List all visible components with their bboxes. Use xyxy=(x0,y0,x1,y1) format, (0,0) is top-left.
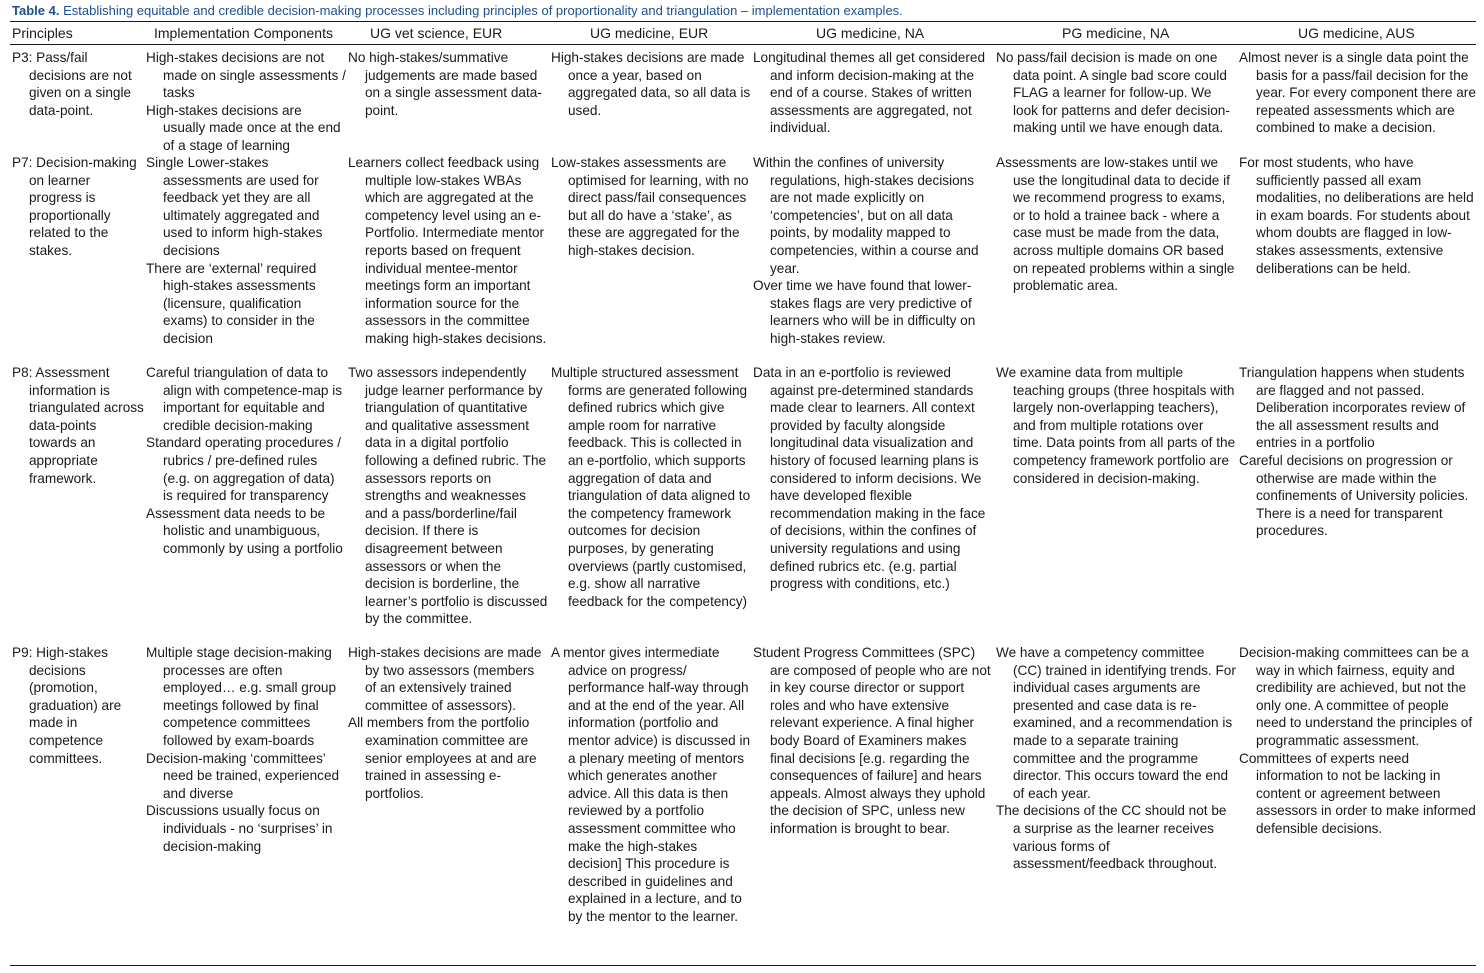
cell-paragraph: For most students, who have sufficiently passed all exam modalities, no deliberations are held in exam boards. For students about whom doubts are flagged in low-stakes assessments, extensive deliberations can be held. xyxy=(1239,155,1474,276)
cell-p9-ug-med-aus xyxy=(1239,644,1477,838)
cell-p3-ug-med-eur xyxy=(551,49,751,119)
cell-p8-implementation xyxy=(146,364,346,558)
cell-p8-ug-vet-eur xyxy=(348,364,548,628)
cell-paragraph: Assessments are low-stakes until we use the longitudinal data to decide if we recommend progress to exams, or to hold a trainee back - where a case must be made from the data, across multiple domains OR based on repeated problems within a single problematic area. xyxy=(996,155,1235,294)
header-rule xyxy=(10,44,1476,45)
cell-paragraph: Decision-making ‘committees’ need be trained, experienced and diverse xyxy=(146,750,340,801)
header-implementation: Implementation Components xyxy=(154,25,333,41)
cell-paragraph: Over time we have found that lower-stakes flags are very predictive of learners who will be in difficulty on high-stakes review. xyxy=(753,278,976,346)
cell-paragraph: Committees of experts need information to not be lacking in content or agreement between assessors in order to make informed defensible decisions. xyxy=(1239,750,1476,836)
cell-paragraph: No pass/fail decision is made on one data point. A single bad score could FLAG a learner for follow-up. We look for patterns and defer decision-making until we have enough data. xyxy=(996,50,1230,136)
table-caption-label: Table 4. xyxy=(12,3,60,18)
cell-p7-ug-med-aus xyxy=(1239,154,1477,277)
cell-paragraph: Within the confines of university regulations, high-stakes decisions are not made explicitly on ‘competencies’, but on all data points, by modality mapped to competencies, within a course and year. xyxy=(753,155,979,276)
cell-p7-principle xyxy=(12,154,144,260)
cell-p3-principle xyxy=(12,49,144,119)
cell-p7-ug-med-na xyxy=(753,154,993,348)
cell-paragraph: Triangulation happens when students are flagged and not passed. Deliberation incorporates review of the all assessment results and entries in a portfolio xyxy=(1239,365,1466,451)
cell-p3-ug-med-na xyxy=(753,49,993,137)
table-bottom-rule xyxy=(10,965,1476,966)
cell-paragraph: No high-stakes/summative judgements are made based on a single assessment data-point. xyxy=(348,50,542,118)
table-top-rule xyxy=(10,21,1476,22)
header-ug-med-aus: UG medicine, AUS xyxy=(1298,25,1415,41)
cell-p3-ug-vet-eur xyxy=(348,49,548,119)
header-pg-med-na: PG medicine, NA xyxy=(1062,25,1170,41)
table-caption xyxy=(12,2,1472,19)
table-caption-text: Establishing equitable and credible decision-making processes including principles of proportionality and triangulation – implementation examples. xyxy=(63,3,903,18)
cell-paragraph: All members from the portfolio examination committee are senior employees at and are trained in assessing e-portfolios. xyxy=(348,715,537,801)
cell-p9-pg-med-na xyxy=(996,644,1236,873)
cell-paragraph: Multiple stage decision-making processes are often employed… e.g. small group meetings followed by final competence committees followed by exam-boards xyxy=(146,645,337,748)
cell-p8-ug-med-aus xyxy=(1239,364,1477,540)
cell-paragraph: P9: High-stakes decisions (promotion, graduation) are made in competence committees. xyxy=(12,645,122,766)
cell-paragraph: We have a competency committee (CC) trained in identifying trends. For individual cases arguments are presented and case data is re-examined, and a recommendation is made to a separate training committee and the programme director. This occurs toward the end of each year. xyxy=(996,645,1236,801)
cell-paragraph: Data in an e-portfolio is reviewed against pre-determined standards made clear to learners. All context provided by faculty alongside longitudinal data visualization and history of focused learning plans is considered to inform decisions. We have developed flexible recommendation making in the face of decisions, within the confines of university regulations and using defined rubrics etc. (e.g. partial progress with conditions, etc.) xyxy=(753,365,986,592)
cell-paragraph: High-stakes decisions are not made on single assessments / tasks xyxy=(146,50,346,101)
cell-p3-ug-med-aus xyxy=(1239,49,1477,137)
header-principles: Principles xyxy=(12,25,73,41)
cell-paragraph: Decision-making committees can be a way in which fairness, equity and credibility are achieved, but not the only one. A committee of people need to understand the principles of programmatic assessment. xyxy=(1239,645,1473,748)
cell-paragraph: Almost never is a single data point the basis for a pass/fail decision for the year. For every component there are repeated assessments which are combined to make a decision. xyxy=(1239,50,1476,136)
cell-paragraph: High-stakes decisions are made by two assessors (members of an extensively trained committee of assessors). xyxy=(348,645,542,713)
cell-paragraph: A mentor gives intermediate advice on progress/ performance half-way through and at the end of the year. All information (portfolio and mentor advice) is discussed in a plenary meeting of mentors which generates another advice. All this data is then reviewed by a portfolio assessment committee who make the high-stakes decision] This procedure is described in guidelines and explained in a lecture, and to by the mentor to the learner. xyxy=(551,645,751,924)
cell-paragraph: Low-stakes assessments are optimised for learning, with no direct pass/fail consequences but all do have a ‘stake’, as these are aggregated for the high-stakes decision. xyxy=(551,155,749,258)
cell-p3-implementation xyxy=(146,49,346,155)
cell-paragraph: High-stakes decisions are made once a year, based on aggregated data, so all data is used. xyxy=(551,50,751,118)
cell-paragraph: Student Progress Committees (SPC) are composed of people who are not in key course director or support roles and who have extensive relevant experience. A final higher body Board of Examiners makes final decisions [e.g. regarding the consequences of failure] and hears appeals. Almost always they uphold the decision of SPC, unless new information is brought to bear. xyxy=(753,645,991,836)
cell-p9-ug-vet-eur xyxy=(348,644,548,802)
header-ug-med-na: UG medicine, NA xyxy=(816,25,925,41)
cell-p7-pg-med-na xyxy=(996,154,1236,295)
cell-p8-principle xyxy=(12,364,144,487)
cell-p8-pg-med-na xyxy=(996,364,1236,487)
cell-paragraph: There are ‘external’ required high-stakes assessments (licensure, qualification exams) to consider in the decision xyxy=(146,260,317,346)
cell-paragraph: The decisions of the CC should not be a surprise as the learner receives various forms of assessment/feedback throughout. xyxy=(996,803,1227,872)
cell-paragraph: P8: Assessment information is triangulated across data-points towards an appropriate framework. xyxy=(12,365,144,486)
cell-p7-ug-vet-eur xyxy=(348,154,548,348)
cell-paragraph: Learners collect feedback using multiple low-stakes WBAs which are aggregated at the competency level using an e-Portfolio. Intermediate mentor reports based on frequent individual mentee-mentor meetings form an important information source for the assessors in the committee making high-stakes decisions. xyxy=(348,155,547,346)
cell-paragraph: Multiple structured assessment forms are generated following defined rubrics which give ample room for narrative feedback. This is collected in an e-portfolio, which supports aggregation of data and triangulation of data aligned to the competency framework outcomes for decision purposes, by generating overviews (partly customised, e.g. show all narrative feedback for the competency) xyxy=(551,365,751,609)
cell-paragraph: Standard operating procedures / rubrics / pre-defined rules (e.g. on aggregation of data) is required for transparency xyxy=(146,435,341,504)
cell-paragraph: Longitudinal themes all get considered and inform decision-making at the end of a course. Stakes of written assessments are aggregated, not individual. xyxy=(753,50,986,136)
cell-p7-implementation xyxy=(146,154,346,348)
cell-paragraph: Assessment data needs to be holistic and unambiguous, commonly by using a portfolio xyxy=(146,505,343,556)
cell-p9-ug-med-na xyxy=(753,644,993,838)
cell-paragraph: Single Lower-stakes assessments are used for feedback yet they are all ultimately aggregated and used to inform high-stakes decisions xyxy=(146,155,323,258)
cell-p8-ug-med-na xyxy=(753,364,993,593)
cell-paragraph: High-stakes decisions are usually made once at the end of a stage of learning xyxy=(146,102,341,153)
header-ug-vet-eur: UG vet science, EUR xyxy=(370,25,503,41)
cell-p9-principle xyxy=(12,644,144,767)
cell-paragraph: Two assessors independently judge learner performance by triangulation of quantitative and qualitative assessment data in a digital portfolio following a defined rubric. The assessors reports on strengths and weaknesses and a pass/borderline/fail decision. If there is disagreement between assessors or when the decision is borderline, the learner’s portfolio is discussed by the committee. xyxy=(348,365,548,627)
cell-paragraph: P7: Decision-making on learner progress is proportionally related to the stakes. xyxy=(12,155,137,258)
cell-p3-pg-med-na xyxy=(996,49,1236,137)
cell-paragraph: Discussions usually focus on individuals - no ‘surprises’ in decision-making xyxy=(146,803,333,854)
header-ug-med-eur: UG medicine, EUR xyxy=(590,25,709,41)
cell-p7-ug-med-eur xyxy=(551,154,751,260)
cell-paragraph: We examine data from multiple teaching groups (three hospitals with largely non-overlapping teachers), and from multiple rotations over time. Data points from all parts of the competency framework portfolio are considered in decision-making. xyxy=(996,365,1236,486)
cell-p9-implementation xyxy=(146,644,346,855)
cell-paragraph: Careful decisions on progression or otherwise are made within the confinements of University policies. There is a need for transparent procedures. xyxy=(1239,452,1469,539)
cell-p8-ug-med-eur xyxy=(551,364,751,610)
cell-p9-ug-med-eur xyxy=(551,644,751,926)
cell-paragraph: Careful triangulation of data to align with competence-map is important for equitable and credible decision-making xyxy=(146,365,343,433)
cell-paragraph: P3: Pass/fail decisions are not given on a single data-point. xyxy=(12,50,132,118)
